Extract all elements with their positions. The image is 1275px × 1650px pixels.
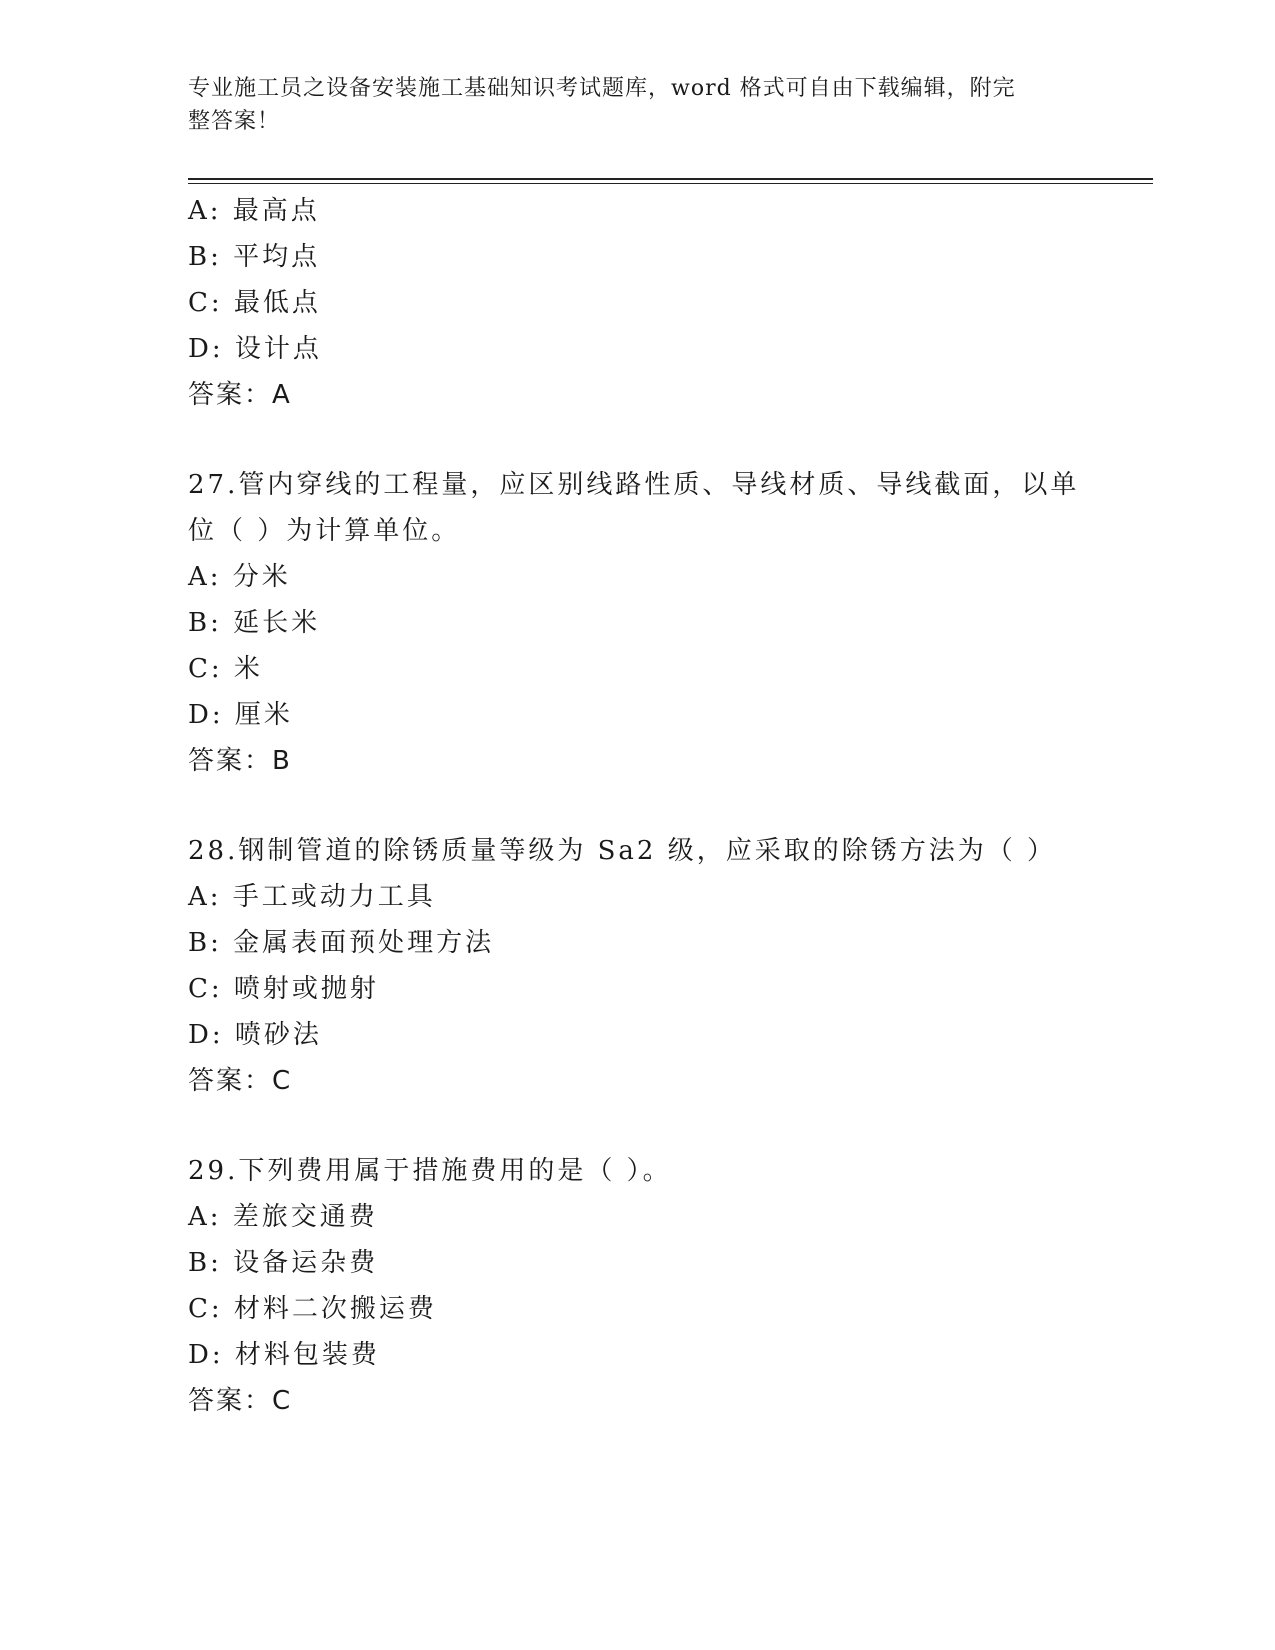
option-a: A: 手工或动力工具 [188,882,436,912]
question-stem-line: 29.下列费用属于措施费用的是（ ）。 [188,1156,672,1186]
option-c: C: 材料二次搬运费 [188,1294,437,1324]
header-divider [188,178,1153,184]
option-a: A: 差旅交通费 [188,1202,378,1232]
question-stem-line: 27.管内穿线的工程量，应区别线路性质、导线材质、导线截面，以单 [188,470,1080,500]
header-line-1: 专业施工员之设备安装施工基础知识考试题库，word 格式可自由下载编辑，附完 [188,76,1016,101]
option-a: A: 分米 [188,562,291,592]
answer-line: 答案：C [188,1386,293,1416]
option-b: B: 延长米 [188,608,321,638]
option-d: D: 厘米 [188,700,293,730]
question-27 [188,462,1148,784]
question-list [188,188,1148,1424]
spacer [188,1104,1148,1148]
spacer [188,418,1148,462]
option-d: D: 设计点 [188,334,322,364]
answer-line: 答案：C [188,1066,293,1096]
answer-line: 答案：A [188,380,292,410]
header-line-2: 整答案！ [188,109,281,134]
question-29 [188,1148,1148,1424]
option-b: B: 平均点 [188,242,321,272]
option-d: D: 喷砂法 [188,1020,322,1050]
option-c: C: 最低点 [188,288,321,318]
question-26-continued [188,188,1148,418]
option-c: C: 喷射或抛射 [188,974,379,1004]
answer-line: 答案：B [188,746,292,776]
option-a: A: 最高点 [188,196,320,226]
option-b: B: 设备运杂费 [188,1248,379,1278]
document-page [188,0,1148,1650]
option-b: B: 金属表面预处理方法 [188,928,495,958]
document-header [188,72,1068,138]
option-d: D: 材料包装费 [188,1340,380,1370]
question-stem-line: 28.钢制管道的除锈质量等级为 Sa2 级，应采取的除锈方法为（ ） [188,836,1056,866]
option-c: C: 米 [188,654,263,684]
question-stem-line: 位（ ）为计算单位。 [188,516,461,546]
question-28 [188,828,1148,1104]
spacer [188,784,1148,828]
